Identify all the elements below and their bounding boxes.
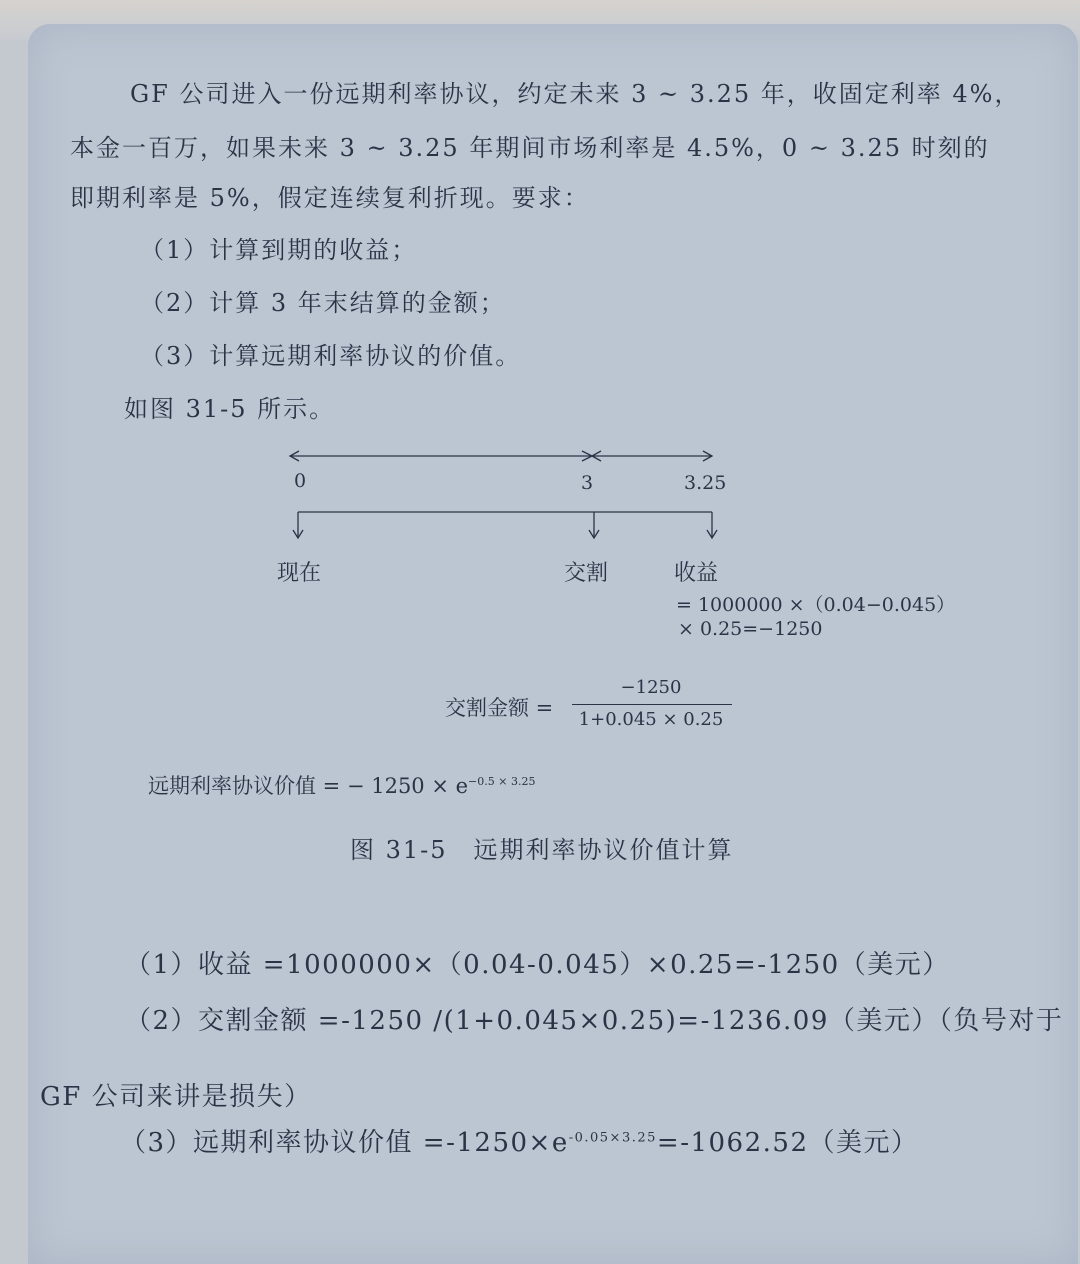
intro-line-3: 即期利率是 5%，假定连续复利折现。要求： [70,184,590,212]
fra-value-exponent: −0.5 × 3.25 [468,775,536,788]
label-now: 现在 [277,561,322,586]
requirement-2: （2）计算 3 年末结算的金额； [140,289,506,317]
answer-3 [120,1122,919,1159]
tick-label-3: 3 [581,472,594,494]
answer-1: （1）收益 =1000000×（0.04-0.045）×0.25=-1250（美元） [125,950,950,980]
requirement-3: （3）计算远期利率协议的价值。 [140,342,522,370]
income-formula-line-2: × 0.25=−1250 [678,618,823,640]
tick-label-3-25: 3.25 [684,472,727,494]
label-delivery: 交割 [564,561,609,586]
answer-3-prefix: （3）远期利率协议价值 =-1250×e [120,1128,569,1158]
intro-line-2: 本金一百万，如果未来 3 ~ 3.25 年期间市场利率是 4.5%，0 ~ 3.25 时刻的 [70,134,990,162]
label-income: 收益 [674,561,719,586]
answer-2: （2）交割金额 =-1250 /(1+0.045×0.25)=-1236.09（美元）（负号对于 [125,1006,1064,1036]
fra-value-formula [148,770,535,800]
delivery-denominator: 1+0.045 × 0.25 [578,709,724,730]
figure-reference: 如图 31-5 所示。 [124,395,336,423]
fraction-bar [572,704,732,705]
figure-caption: 图 31-5 远期利率协议价值计算 [350,836,734,864]
answer-2-continued: GF 公司来讲是损失） [40,1082,312,1112]
tick-label-0: 0 [294,470,307,492]
requirement-1: （1）计算到期的收益； [140,236,418,264]
fra-value-label: 远期利率协议价值 = − 1250 × e [148,774,469,798]
answer-3-suffix: =-1062.52（美元） [656,1128,919,1158]
answer-3-exponent: -0.05×3.25 [568,1130,657,1146]
intro-line-1: GF 公司进入一份远期利率协议，约定未来 3 ~ 3.25 年，收固定利率 4%， [130,80,1021,108]
delivery-amount-label: 交割金额 = [445,696,554,720]
delivery-numerator: −1250 [620,677,682,698]
income-formula-line-1: = 1000000 ×（0.04−0.045） [676,594,956,616]
